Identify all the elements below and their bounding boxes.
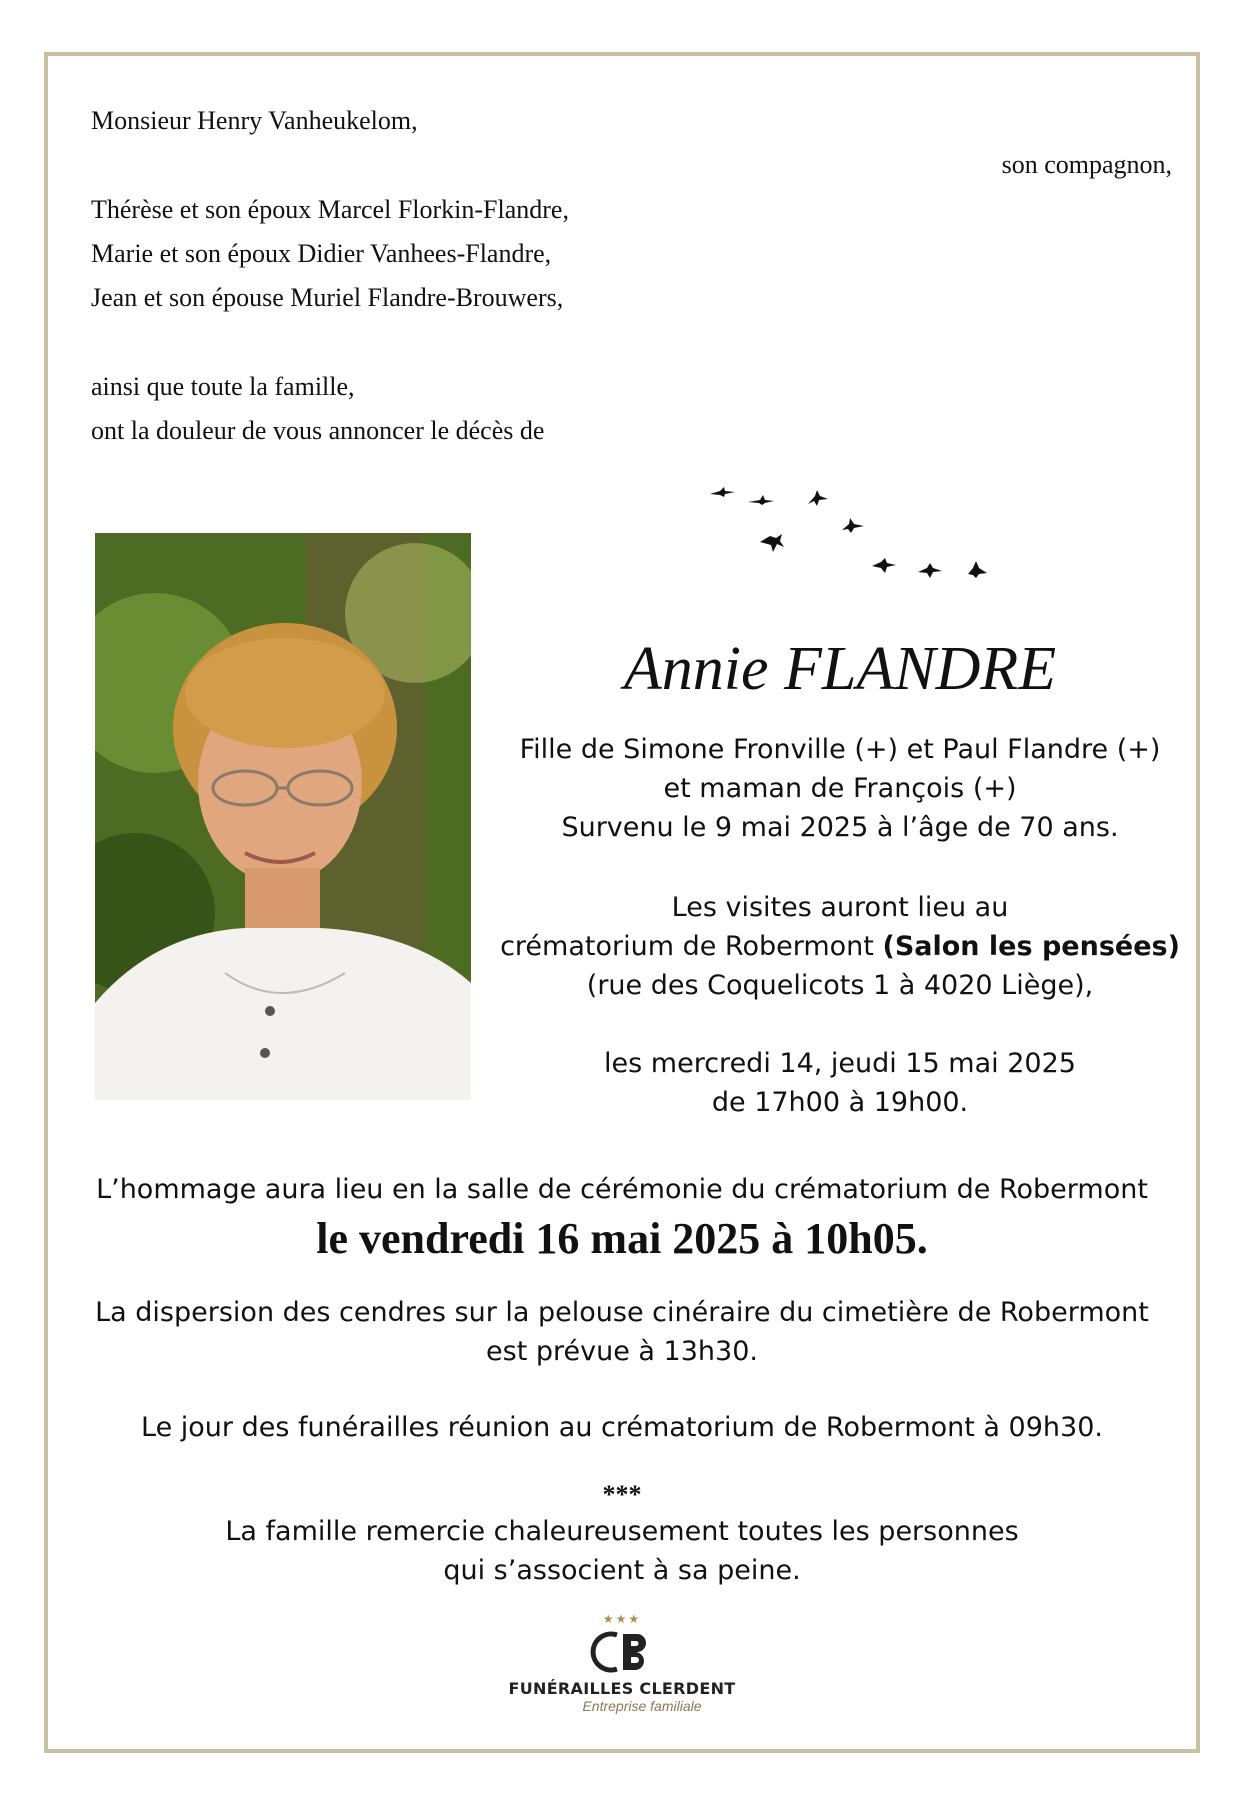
- visits-address: (rue des Coquelicots 1 à 4020 Liège),: [586, 970, 1094, 1001]
- ceremony-intro: L’hommage aura lieu en la salle de cérémonie du crématorium de Robermont: [96, 1174, 1148, 1205]
- visits-place-line: [480, 927, 1200, 966]
- dispersion-line-1: La dispersion des cendres sur la pelouse cinéraire du cimetière de Robermont: [95, 1297, 1149, 1328]
- logo-monogram-icon: [587, 1629, 657, 1675]
- family-line-marie: Marie et son époux Didier Vanhees-Flandre,: [91, 239, 552, 268]
- family-line-therese: Thérèse et son époux Marcel Florkin-Flandre,: [91, 195, 569, 224]
- meeting-block: [44, 1408, 1200, 1447]
- portrait-photo: [95, 533, 471, 1100]
- death-line: Survenu le 9 mai 2025 à l’âge de 70 ans.: [561, 812, 1119, 843]
- logo-stars-icon: ★★★: [602, 1612, 642, 1626]
- deceased-details: [480, 730, 1200, 847]
- deceased-name: Annie FLANDRE: [623, 635, 1057, 703]
- closing-block: [44, 1480, 1200, 1590]
- visits-block: [480, 888, 1200, 1005]
- funeral-home-logo: [44, 1612, 1200, 1714]
- ceremony-date: le vendredi 16 mai 2025 à 10h05.: [316, 1214, 928, 1263]
- logo-company-name: FUNÉRAILLES CLERDENT: [508, 1679, 736, 1698]
- dispersion-block: [44, 1293, 1200, 1371]
- visits-schedule: [480, 1044, 1200, 1122]
- visits-intro: Les visites auront lieu au: [671, 892, 1009, 923]
- visits-salon: (Salon les pensées): [882, 931, 1180, 962]
- dispersion-line-2: est prévue à 13h30.: [486, 1336, 758, 1367]
- thanks-line-2: qui s’associent à sa peine.: [443, 1555, 801, 1586]
- family-line-jean: Jean et son épouse Muriel Flandre-Brouwers,: [91, 283, 564, 312]
- announcement-line: ont la douleur de vous annoncer le décès de: [91, 416, 545, 445]
- visits-days: les mercredi 14, jeudi 15 mai 2025: [604, 1048, 1076, 1079]
- family-line-all: ainsi que toute la famille,: [91, 372, 355, 401]
- flying-birds-icon: [700, 480, 1010, 590]
- parents-line: Fille de Simone Fronville (+) et Paul Flandre (+): [519, 734, 1161, 765]
- visits-place: crématorium de Robermont: [500, 931, 874, 962]
- thanks-line-1: La famille remercie chaleureusement toutes les personnes: [225, 1516, 1019, 1547]
- separator-stars: ***: [602, 1480, 642, 1509]
- ceremony-block: [44, 1170, 1200, 1264]
- visits-hours: de 17h00 à 19h00.: [711, 1087, 969, 1118]
- meeting-line: Le jour des funérailles réunion au crématorium de Robermont à 09h30.: [141, 1412, 1103, 1443]
- family-line-companion: Monsieur Henry Vanheukelom,: [91, 106, 418, 135]
- logo-tagline: Entreprise familiale: [582, 1698, 702, 1714]
- child-line: et maman de François (+): [663, 773, 1017, 804]
- companion-role: son compagnon,: [1001, 150, 1172, 179]
